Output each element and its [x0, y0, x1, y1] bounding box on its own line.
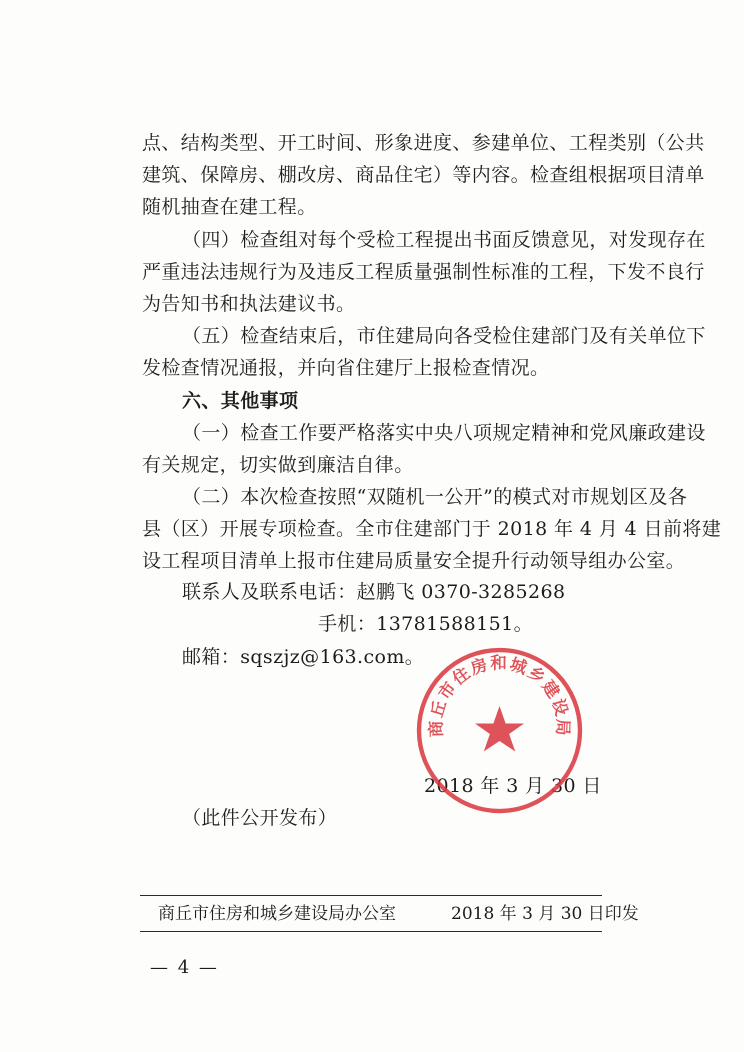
- contact-mobile: 手机：13781588151。: [318, 613, 533, 635]
- contact-phone: 联系人及联系电话：赵鹏飞 0370-3285268: [182, 581, 566, 603]
- body-line: 为告知书和执法建议书。: [142, 293, 356, 315]
- body-line: （二）本次检查按照“双随机一公开”的模式对市规划区及各: [182, 486, 688, 508]
- body-line: （四）检查组对每个受检工程提出书面反馈意见，对发现存在: [182, 229, 706, 251]
- issue-date: 2018 年 3 月 30 日: [424, 775, 602, 797]
- body-line: （一）检查工作要严格落实中央八项规定精神和党风廉政建设: [182, 422, 706, 444]
- footer-print-date: 2018 年 3 月 30 日印发: [451, 904, 639, 924]
- body-line: 严重违法违规行为及违反工程质量强制性标准的工程，下发不良行: [142, 261, 705, 283]
- body-line: 有关规定，切实做到廉洁自律。: [142, 454, 414, 476]
- section-heading: 六、其他事项: [182, 390, 299, 412]
- body-line: 县（区）开展专项检查。全市住建部门于 2018 年 4 月 4 日前将建: [142, 518, 722, 540]
- body-line: （五）检查结束后，市住建局向各受检住建部门及有关单位下: [182, 325, 706, 347]
- footer-office: 商丘市住房和城乡建设局办公室: [158, 904, 396, 924]
- contact-email: 邮箱：sqszjz@163.com。: [182, 646, 425, 668]
- body-line: 随机抽查在建工程。: [142, 196, 317, 218]
- body-line: 发检查情况通报，并向省住建厅上报检查情况。: [142, 357, 550, 379]
- footer-rule-bottom: [140, 931, 602, 932]
- body-line: 建筑、保障房、棚改房、商品住宅）等内容。检查组根据项目清单: [142, 164, 705, 186]
- seal-text: 商丘市住房和城乡建设局: [425, 652, 574, 738]
- publication-note: （此件公开发布）: [182, 807, 338, 829]
- body-line: 点、结构类型、开工时间、形象进度、参建单位、工程类别（公共: [142, 132, 705, 154]
- official-seal-icon: [412, 643, 587, 818]
- page-number: — 4 —: [150, 957, 219, 978]
- footer-rule-top: [140, 895, 602, 896]
- body-line: 设工程项目清单上报市住建局质量安全提升行动领导组办公室。: [142, 550, 686, 572]
